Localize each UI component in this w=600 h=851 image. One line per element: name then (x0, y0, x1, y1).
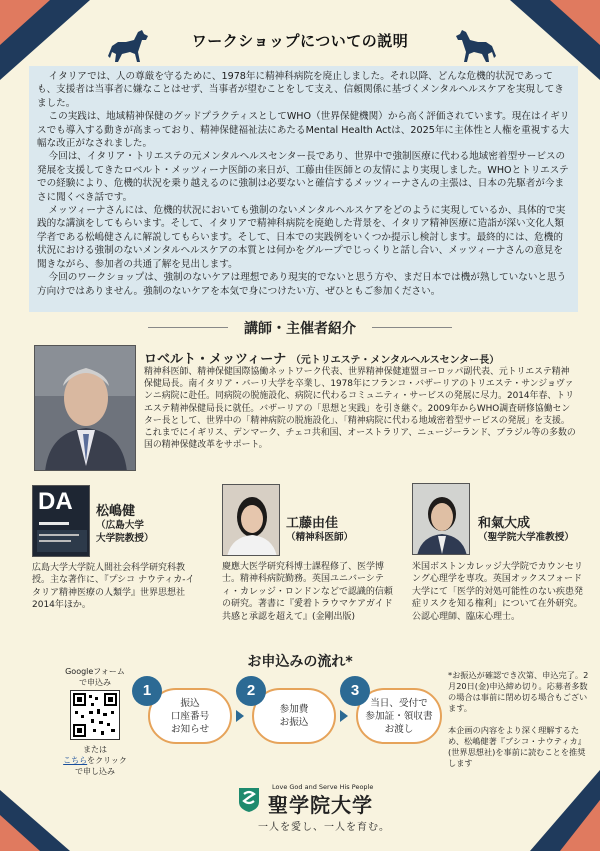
main-speaker-name-text: ロベルト・メッツィーナ (144, 352, 287, 367)
speaker-photo (412, 483, 470, 555)
speaker-affiliation: （聖学院大学准教授） (478, 532, 574, 543)
qr-caption-click: をクリック で申し込み (75, 756, 127, 776)
main-speaker-photo (34, 345, 136, 471)
description-paragraph: 今回は、イタリア・トリエステの元メンタルヘルスセンター長であり、世界中で強制医療に代わる地域密着型サービスの発展を支援してきたロベルト・メッツィーナ医師の来日が、工藤由佳医師との友情により実現しました。WHOとトリエステでの経験により、危機的状況を乗り越えるのに強制は必要ないと確信するメッツィーナさんの主張は、日本の先駆者が今まさに聞くべき話です。 (37, 151, 569, 203)
speakers-heading-label: 講師・主催者紹介 (234, 318, 366, 338)
main-speaker-affiliation: （元トリエステ・メンタルヘルスセンター長） (290, 355, 500, 366)
qr-caption-or: または (83, 745, 107, 754)
speaker-photo (222, 484, 280, 556)
book-cover-label: DA (38, 488, 73, 515)
speaker-name: 松嶋健 (96, 504, 136, 519)
step-box-3: 当日、受付で 参加証・領収書 お渡し (356, 688, 442, 744)
step-number-1: 1 (132, 676, 162, 706)
speaker-bio: 広島大学大学院人間社会科学研究科教授。主な著作に、『プシコ ナウティカ-イタリア精神医療の人類学』世界思想社 2014年ほか。 (32, 563, 195, 611)
qr-caption-top: Googleフォーム で申込み (65, 667, 125, 687)
university-name: 聖学院大学 (268, 793, 373, 817)
main-speaker-name (144, 348, 499, 367)
main-speaker-bio: 精神科医師、精神保健国際協働ネットワーク代表、世界精神保健連盟ヨーロッパ副代表、元トリエステ精神保健局長。南イタリア・バーリ大学を卒業し、1978年にフランコ・バザーリアのトリエステ・サンジョヴァンニ病院に赴任。同病院の脱施設化、病院に代わるコミュニティ・サービスの発展に尽力。2014年春、トリエステ精神保健局長に就任。バザーリアの「思想と実践」を引き継ぐ。2009年からWHO調査研修協働センター長として、世界中の「精神病院の脱施設化」、「精神病院に代わる地域密着型サービスの発展」を支援。これまでにイギリス、デンマーク、チェコ共和国、オーストラリア、ニュージーランド、ブラジル等の多数の国の精神保健改革をサポート。 (144, 367, 576, 451)
step-number-3: 3 (340, 676, 370, 706)
apply-link[interactable]: こちら (63, 756, 88, 765)
qr-code[interactable] (70, 690, 120, 740)
step-number-2: 2 (236, 676, 266, 706)
university-logo-icon (238, 787, 260, 813)
description-paragraph: 今回のワークショップは、強制のないケアは理想であり現実的でないと思う方や、まだ日本では機が熟していないと思う方向けではありません。強制のないケアを本気で身につけたい方、ぜひともご参加ください。 (37, 272, 567, 297)
qr-caption-bottom (56, 744, 134, 777)
speaker-affiliation: （広島大学 大学院教授） (96, 520, 154, 544)
application-flow-title: お申込みの流れ* (247, 654, 353, 670)
bottom-left-corner-decoration (0, 790, 70, 851)
description-paragraph: この実践は、地域精神保健のグッドプラクティスとしてWHO（世界保健機関）から高く評価されています。現在はイギリスでも導入する動きが高まっており、精神保健福祉法にあたるMental Health Actは、2025年に主体性と人権を重視する大幅な改正がなされました。 (37, 111, 570, 150)
arrow-icon (236, 710, 244, 722)
bottom-right-corner-decoration (530, 770, 600, 851)
speaker-bio: 慶應大医学研究科博士課程修了、医学博士。精神科病院勤務。英国ユニバーシティ・カレッジ・ロンドンなどで認識的信頼の研究。著書に『愛着トラウマケアガイド 共感と承認を超えて』(金剛出版) (222, 562, 393, 622)
speakers-section-heading (0, 318, 600, 338)
description-paragraph: メッツィーナさんには、危機的状況においても強制のないメンタルヘルスケアをどのように実現しているか、具体的で実践的な講演をしてもらいます。そして、イタリアで精神科病院を廃絶した背景を、イタリア精神医療に造詣が深い文化人類学者である松嶋健さんに解説してもらいます。そして、日本での実践例をいくつか提示し検討します。最終的には、危機的状況における強制のないメンタルヘルスケアの本質とは何かをグループでじっくりと話し合い、メッツィーナさんの意見を聞きながら、参加者の共通了解を見出します。 (37, 205, 566, 270)
speaker-affiliation: （精神科医師） (286, 532, 354, 543)
workshop-description (29, 66, 578, 312)
application-note: *お振込が確認でき次第、申込完了。2月20日(金)申込締め切り。応募者多数の場合は事前に閉め切る場合もございます。 本企画の内容をより深く理解するため、松嶋健著『プシコ・ナウティカ』(世界思想社)を事前に読むことを推奨します (448, 670, 589, 768)
arrow-icon (340, 710, 348, 722)
speaker-name: 工藤由佳 (286, 516, 339, 531)
speaker-bio: 米国ボストンカレッジ大学院でカウンセリング心理学を専攻。英国オックスフォード大学にて「医学的対処可能性のない疾患発症リスクを知る権利」について在外研究。公認心理師、臨床心理士。 (412, 562, 584, 622)
heading-rule (372, 327, 452, 328)
university-motto: 一人を愛し、一人を育む。 (258, 822, 390, 833)
university-tagline: Love God and Serve His People (272, 783, 374, 791)
description-paragraph: イタリアでは、人の尊厳を守るために、1978年に精神科病院を廃止しました。それ以降、どんな危機的状況であっても、支援者は当事者に嫌なことはせず、当事者が望むことをして支え、信頼関係に基づくメンタルヘルスケアを実現してきました。 (37, 71, 564, 109)
book-cover-image (32, 485, 90, 557)
page-title: ワークショップについての説明 (191, 32, 409, 50)
speaker-name: 和氣大成 (478, 516, 531, 531)
step-box-1: 振込 口座番号 お知らせ (148, 688, 232, 744)
step-box-2: 参加費 お振込 (252, 688, 336, 744)
heading-rule (148, 327, 228, 328)
